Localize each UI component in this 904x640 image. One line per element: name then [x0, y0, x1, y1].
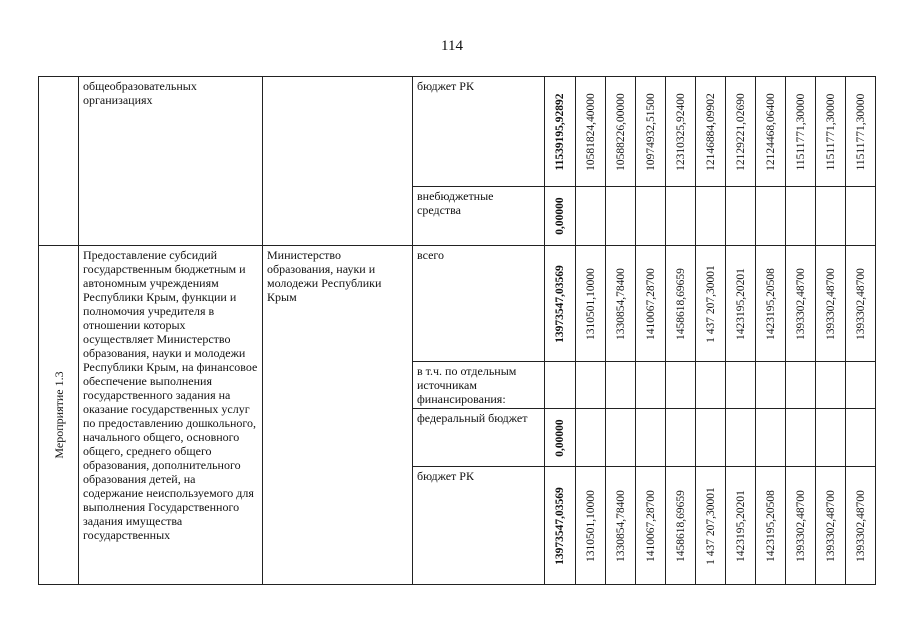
year-value: 12124468,06400 — [764, 92, 777, 171]
year-value: 1393302,48700 — [854, 267, 867, 340]
funding-source: внебюджетные средства — [413, 187, 545, 246]
year-value: 12146884,09902 — [704, 92, 717, 171]
year-value: 11511771,30000 — [794, 93, 807, 170]
year-value: 1393302,48700 — [824, 489, 837, 562]
table-row — [39, 77, 876, 187]
year-value: 1458618,69659 — [674, 489, 687, 562]
year-value: 1330854,78400 — [614, 489, 627, 562]
table-row — [39, 246, 876, 362]
measure-label-cell — [39, 246, 79, 585]
year-value: 1423195,20201 — [734, 489, 747, 562]
funding-source: бюджет РК — [413, 77, 545, 187]
year-value: 1 437 207,30001 — [704, 264, 717, 343]
measure-executor: Министерство образования, науки и молодежи Республики Крым — [263, 246, 413, 585]
year-value: 10581824,40000 — [584, 92, 597, 171]
year-value: 1423195,20508 — [764, 267, 777, 340]
page-number: 114 — [441, 38, 463, 54]
total-value: 0,00000 — [554, 418, 566, 457]
funding-source: федеральный бюджет — [413, 409, 545, 467]
year-value: 12129221,02690 — [734, 92, 747, 171]
funding-source: всего — [413, 246, 545, 362]
year-value: 1423195,20201 — [734, 267, 747, 340]
total-value: 13973547,03569 — [554, 264, 566, 343]
year-value: 11511771,30000 — [824, 93, 837, 170]
year-value: 1310501,10000 — [584, 489, 597, 562]
year-value: 1410067,28700 — [644, 267, 657, 340]
total-value: 11539195,92892 — [554, 93, 566, 170]
executor-cell — [263, 77, 413, 246]
year-value: 1310501,10000 — [584, 267, 597, 340]
measure-description: Предоставление субсидий государственным бюджетным и автономным учреждениям Республики Крым, функции и полномочия учредителя в отношении которых осуществляет Министерство образования, науки и молодежи Республики Крым, на финансовое обеспечение выполнения государственного задания на оказание государственных услуг по предоставлению дошкольного, начального общего, основного общего, среднего общего образования, дополнительного образования детей, на содержание неиспользуемого для выполнения Государственного задания имущества государственных — [79, 246, 263, 585]
year-value: 11511771,30000 — [854, 93, 867, 170]
year-value: 1393302,48700 — [824, 267, 837, 340]
year-value: 1423195,20508 — [764, 489, 777, 562]
measure-label-cell — [39, 77, 79, 246]
year-value: 10588226,00000 — [614, 92, 627, 171]
year-value: 1393302,48700 — [854, 489, 867, 562]
total-value: 0,00000 — [554, 197, 566, 235]
year-value: 1393302,48700 — [794, 267, 807, 340]
year-value: 10974932,51500 — [644, 92, 657, 171]
year-value: 1410067,28700 — [644, 489, 657, 562]
funding-source: бюджет РК — [413, 467, 545, 585]
measure-label: Мероприятие 1.3 — [51, 371, 66, 459]
year-value: 12310325,92400 — [674, 92, 687, 171]
item-description: общеобразовательных организациях — [79, 77, 263, 246]
year-value: 1 437 207,30001 — [704, 486, 717, 565]
budget-table — [38, 76, 876, 585]
year-value: 1330854,78400 — [614, 267, 627, 340]
total-value: 13973547,03569 — [554, 486, 566, 565]
year-value: 1458618,69659 — [674, 267, 687, 340]
funding-source: в т.ч. по отдельным источникам финансирования: — [413, 362, 545, 409]
year-value: 1393302,48700 — [794, 489, 807, 562]
